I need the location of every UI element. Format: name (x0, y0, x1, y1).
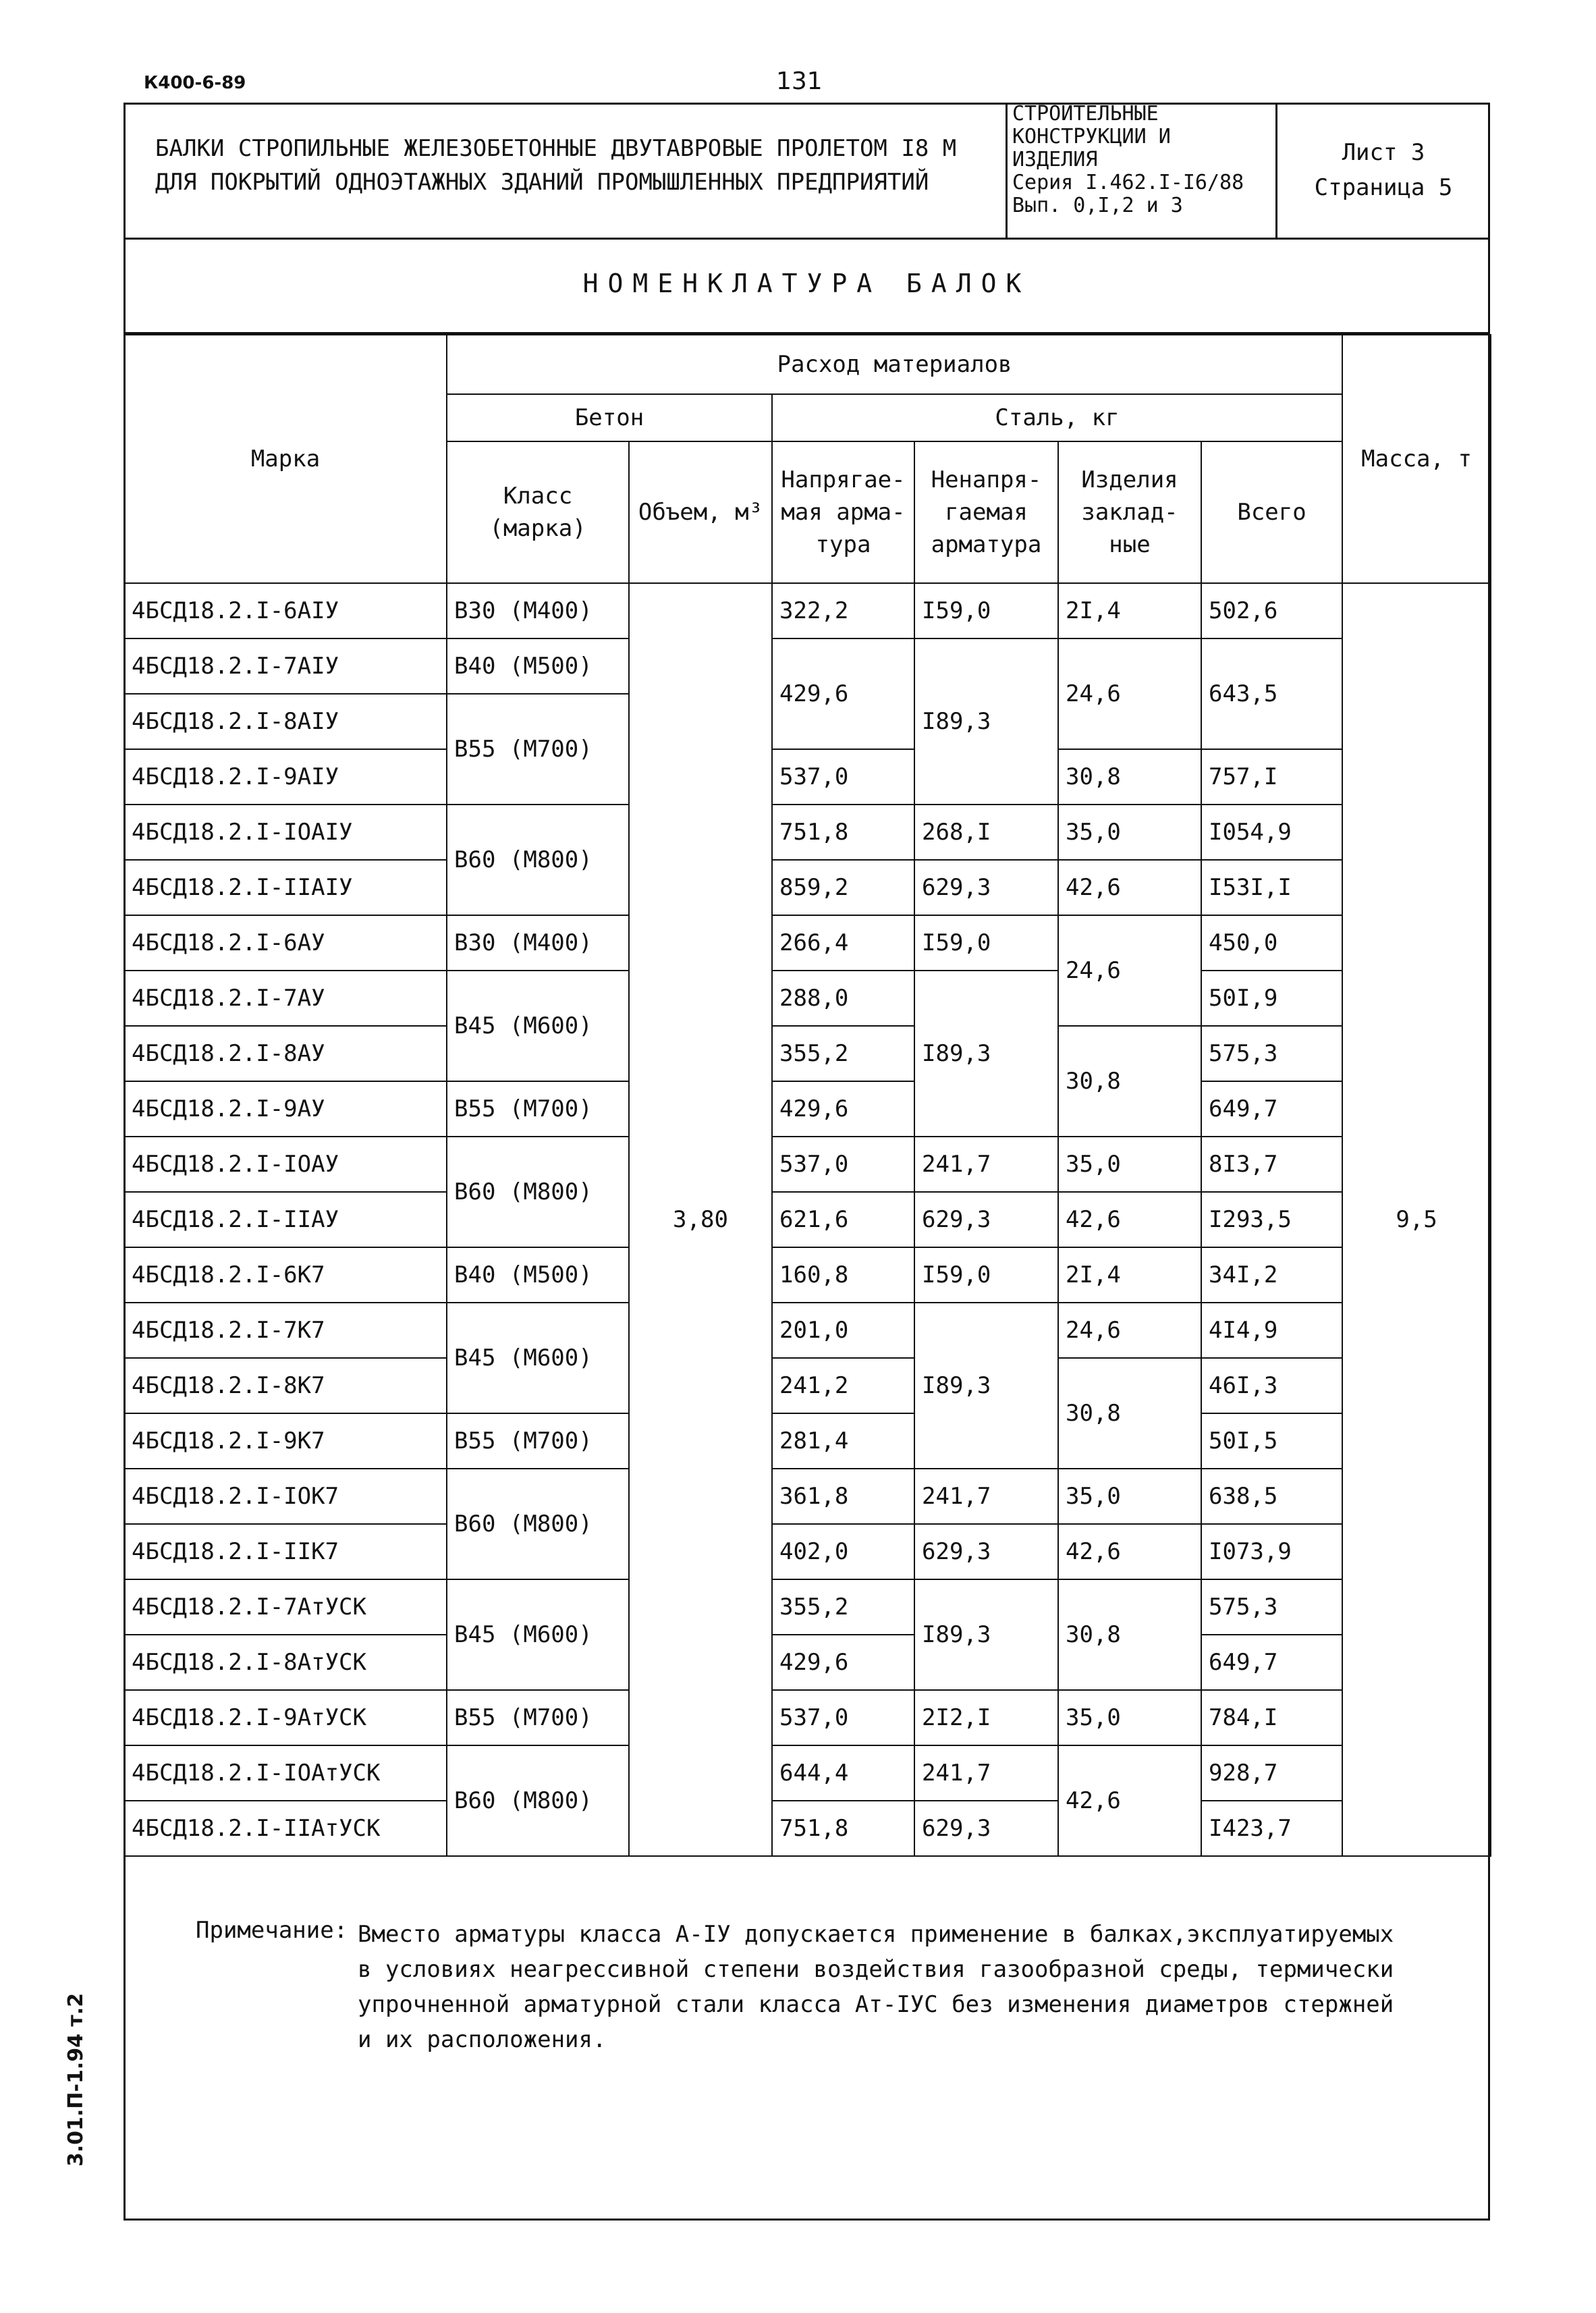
cell-embedded: 35,0 (1058, 805, 1201, 860)
cell-class: В30 (М400) (447, 915, 629, 971)
document-code: К400-6-89 (144, 73, 246, 93)
cell-nonprestressed: I59,0 (914, 1247, 1058, 1303)
cell-prestressed: 537,0 (772, 749, 914, 805)
table-row (124, 1358, 1491, 1413)
cell-class: В55 (М700) (447, 1690, 629, 1745)
cell-prestressed: 644,4 (772, 1745, 914, 1801)
col-class: Класс (марка) (447, 441, 629, 583)
table-row (124, 749, 1491, 805)
header-divider-v2 (1275, 103, 1277, 238)
cell-prestressed: 201,0 (772, 1303, 914, 1358)
cell-mark: 4БСД18.2.I-8К7 (124, 1358, 447, 1413)
cell-class: В55 (М700) (447, 1413, 629, 1469)
cell-total: 450,0 (1201, 915, 1342, 971)
col-prestressed: Напрягае-мая арма-тура (772, 441, 914, 583)
table-row (124, 1026, 1491, 1081)
cell-embedded: 30,8 (1058, 1579, 1201, 1690)
cell-embedded: 24,6 (1058, 1303, 1201, 1358)
table-row (124, 1469, 1491, 1524)
table-row (124, 1579, 1491, 1635)
cell-mark: 4БСД18.2.I-IОАУ (124, 1137, 447, 1192)
cell-embedded: 2I,4 (1058, 1247, 1201, 1303)
col-nonprestressed: Ненапря-гаемая арматура (914, 441, 1058, 583)
cell-nonprestressed: 268,I (914, 805, 1058, 860)
cell-embedded: 42,6 (1058, 860, 1201, 915)
col-concrete: Бетон (447, 394, 772, 441)
cell-mark: 4БСД18.2.I-6АIУ (124, 583, 447, 638)
cell-embedded: 24,6 (1058, 915, 1201, 1026)
table-row (124, 1801, 1491, 1856)
table-row (124, 1635, 1491, 1690)
cell-mark: 4БСД18.2.I-IIАУ (124, 1192, 447, 1247)
header-divider (123, 238, 1490, 240)
cell-class: В40 (М500) (447, 1247, 629, 1303)
cell-class: В60 (М800) (447, 1469, 629, 1579)
table-row (124, 1081, 1491, 1137)
cell-total: I53I,I (1201, 860, 1342, 915)
cell-embedded: 30,8 (1058, 1358, 1201, 1469)
cell-total: I054,9 (1201, 805, 1342, 860)
cell-mark: 4БСД18.2.I-8АIУ (124, 694, 447, 749)
cell-mark: 4БСД18.2.I-IIАIУ (124, 860, 447, 915)
cell-prestressed: 355,2 (772, 1579, 914, 1635)
cell-mark: 4БСД18.2.I-9К7 (124, 1413, 447, 1469)
col-total: Всего (1201, 441, 1342, 583)
cell-mark: 4БСД18.2.I-7К7 (124, 1303, 447, 1358)
cell-prestressed: 241,2 (772, 1358, 914, 1413)
cell-class: В45 (М600) (447, 1303, 629, 1413)
cell-prestressed: 751,8 (772, 805, 914, 860)
cell-total: I423,7 (1201, 1801, 1342, 1856)
table-row (124, 1137, 1491, 1192)
cell-total: 928,7 (1201, 1745, 1342, 1801)
cell-mark: 4БСД18.2.I-IОК7 (124, 1469, 447, 1524)
note-text: Вместо арматуры класса А-IУ допускается применение в балках,эксплуатируемых в условиях неагрессивной степени воздействия газообразной среды, термически упрочненной арматурной стали класса Ат-IУС без изменения диаметров стержней и их расположения. (358, 1921, 1394, 2053)
note-label: Примечание: (196, 1917, 348, 1944)
cell-nonprestressed: 241,7 (914, 1137, 1058, 1192)
cell-class: В55 (М700) (447, 694, 629, 805)
cell-nonprestressed: 629,3 (914, 1524, 1058, 1579)
table-row (124, 1192, 1491, 1247)
cell-prestressed: 281,4 (772, 1413, 914, 1469)
page-number: 131 (776, 67, 823, 95)
cell-prestressed: 402,0 (772, 1524, 914, 1579)
cell-prestressed: 288,0 (772, 971, 914, 1026)
cell-total: I073,9 (1201, 1524, 1342, 1579)
cell-nonprestressed: I89,3 (914, 1579, 1058, 1690)
cell-nonprestressed: I89,3 (914, 638, 1058, 805)
cell-embedded: 35,0 (1058, 1469, 1201, 1524)
cell-embedded: 42,6 (1058, 1524, 1201, 1579)
cell-prestressed: 537,0 (772, 1137, 914, 1192)
cell-class: В45 (М600) (447, 1579, 629, 1690)
cell-prestressed: 537,0 (772, 1690, 914, 1745)
table-row (124, 805, 1491, 860)
cell-class: В60 (М800) (447, 1745, 629, 1856)
side-code: 3.01.П-1.94 т.2 (64, 1992, 88, 2167)
cell-total: 46I,3 (1201, 1358, 1342, 1413)
cell-mark: 4БСД18.2.I-6К7 (124, 1247, 447, 1303)
cell-prestressed: 751,8 (772, 1801, 914, 1856)
cell-nonprestressed: 629,3 (914, 1192, 1058, 1247)
col-mark: Марка (124, 335, 447, 583)
table-row (124, 1690, 1491, 1745)
cell-embedded: 35,0 (1058, 1690, 1201, 1745)
cell-mark: 4БСД18.2.I-7АтУСК (124, 1579, 447, 1635)
cell-class: В40 (М500) (447, 638, 629, 694)
cell-class: В55 (М700) (447, 1081, 629, 1137)
cell-mark: 4БСД18.2.I-9АIУ (124, 749, 447, 805)
cell-mass: 9,5 (1342, 583, 1491, 1856)
cell-class: В60 (М800) (447, 1137, 629, 1247)
cell-total: 50I,5 (1201, 1413, 1342, 1469)
cell-class: В60 (М800) (447, 805, 629, 915)
cell-total: 502,6 (1201, 583, 1342, 638)
cell-mark: 4БСД18.2.I-IОАтУСК (124, 1745, 447, 1801)
cell-mark: 4БСД18.2.I-IОАIУ (124, 805, 447, 860)
cell-class: В45 (М600) (447, 971, 629, 1081)
cell-mark: 4БСД18.2.I-IIАтУСК (124, 1801, 447, 1856)
cell-total: 34I,2 (1201, 1247, 1342, 1303)
cell-nonprestressed: 2I2,I (914, 1690, 1058, 1745)
cell-mark: 4БСД18.2.I-7АУ (124, 971, 447, 1026)
cell-mark: 4БСД18.2.I-6АУ (124, 915, 447, 971)
table-row (124, 971, 1491, 1026)
cell-embedded: 2I,4 (1058, 583, 1201, 638)
cell-prestressed: 621,6 (772, 1192, 914, 1247)
cell-total: 784,I (1201, 1690, 1342, 1745)
cell-mark: 4БСД18.2.I-7АIУ (124, 638, 447, 694)
cell-mark: 4БСД18.2.I-IIК7 (124, 1524, 447, 1579)
col-embedded: Изделия заклад-ные (1058, 441, 1201, 583)
cell-volume: 3,80 (629, 583, 772, 1856)
cell-embedded: 24,6 (1058, 638, 1201, 749)
cell-embedded: 30,8 (1058, 1026, 1201, 1137)
cell-prestressed: 266,4 (772, 915, 914, 971)
cell-total: 643,5 (1201, 638, 1342, 749)
table-row (124, 860, 1491, 915)
cell-nonprestressed: 629,3 (914, 1801, 1058, 1856)
cell-prestressed: 429,6 (772, 1081, 914, 1137)
cell-nonprestressed: 241,7 (914, 1745, 1058, 1801)
cell-class: В30 (М400) (447, 583, 629, 638)
col-consumption: Расход материалов (447, 335, 1342, 394)
cell-prestressed: 429,6 (772, 638, 914, 749)
cell-nonprestressed: 241,7 (914, 1469, 1058, 1524)
cell-prestressed: 859,2 (772, 860, 914, 915)
table-row (124, 1524, 1491, 1579)
header-divider-v1 (1006, 103, 1008, 238)
cell-embedded: 42,6 (1058, 1192, 1201, 1247)
sheet-block: Лист 3 Страница 5 (1314, 139, 1453, 201)
cell-mark: 4БСД18.2.I-9АтУСК (124, 1690, 447, 1745)
cell-total: 649,7 (1201, 1081, 1342, 1137)
cell-prestressed: 429,6 (772, 1635, 914, 1690)
cell-total: 4I4,9 (1201, 1303, 1342, 1358)
table-row (124, 638, 1491, 694)
cell-total: 8I3,7 (1201, 1137, 1342, 1192)
section-title: НОМЕНКЛАТУРА БАЛОК (582, 269, 1031, 298)
series-block: СТРОИТЕЛЬНЫЕ КОНСТРУКЦИИ И ИЗДЕЛИЯ Серия I.462.I-I6/88 Вып. 0,I,2 и 3 (1012, 102, 1244, 217)
cell-nonprestressed: I89,3 (914, 971, 1058, 1137)
cell-prestressed: 160,8 (772, 1247, 914, 1303)
table-row (124, 1745, 1491, 1801)
col-steel: Сталь, кг (772, 394, 1342, 441)
table-row (124, 1303, 1491, 1358)
cell-embedded: 42,6 (1058, 1745, 1201, 1856)
cell-mark: 4БСД18.2.I-8АУ (124, 1026, 447, 1081)
table-row (124, 1247, 1491, 1303)
cell-mark: 4БСД18.2.I-9АУ (124, 1081, 447, 1137)
cell-total: 649,7 (1201, 1635, 1342, 1690)
cell-mark: 4БСД18.2.I-8АтУСК (124, 1635, 447, 1690)
cell-total: 575,3 (1201, 1026, 1342, 1081)
table-row (124, 915, 1491, 971)
cell-prestressed: 322,2 (772, 583, 914, 638)
cell-total: 50I,9 (1201, 971, 1342, 1026)
cell-nonprestressed: 629,3 (914, 860, 1058, 915)
col-mass: Масса, т (1342, 335, 1491, 583)
cell-nonprestressed: I59,0 (914, 583, 1058, 638)
cell-embedded: 30,8 (1058, 749, 1201, 805)
cell-prestressed: 355,2 (772, 1026, 914, 1081)
cell-embedded: 35,0 (1058, 1137, 1201, 1192)
col-volume: Объем, м³ (629, 441, 772, 583)
cell-nonprestressed: I89,3 (914, 1303, 1058, 1469)
table-row (124, 1413, 1491, 1469)
cell-nonprestressed: I59,0 (914, 915, 1058, 971)
document-title: БАЛКИ СТРОПИЛЬНЫЕ ЖЕЛЕЗОБЕТОННЫЕ ДВУТАВРОВЫЕ ПРОЛЕТОМ I8 М ДЛЯ ПОКРЫТИЙ ОДНОЭТАЖНЫХ ЗДАНИЙ ПРОМЫШЛЕННЫХ ПРЕДПРИЯТИЙ (155, 135, 957, 196)
table-row (124, 583, 1491, 638)
cell-total: I293,5 (1201, 1192, 1342, 1247)
cell-prestressed: 361,8 (772, 1469, 914, 1524)
cell-total: 757,I (1201, 749, 1342, 805)
nomenclature-table (123, 334, 1491, 1857)
cell-total: 575,3 (1201, 1579, 1342, 1635)
cell-total: 638,5 (1201, 1469, 1342, 1524)
